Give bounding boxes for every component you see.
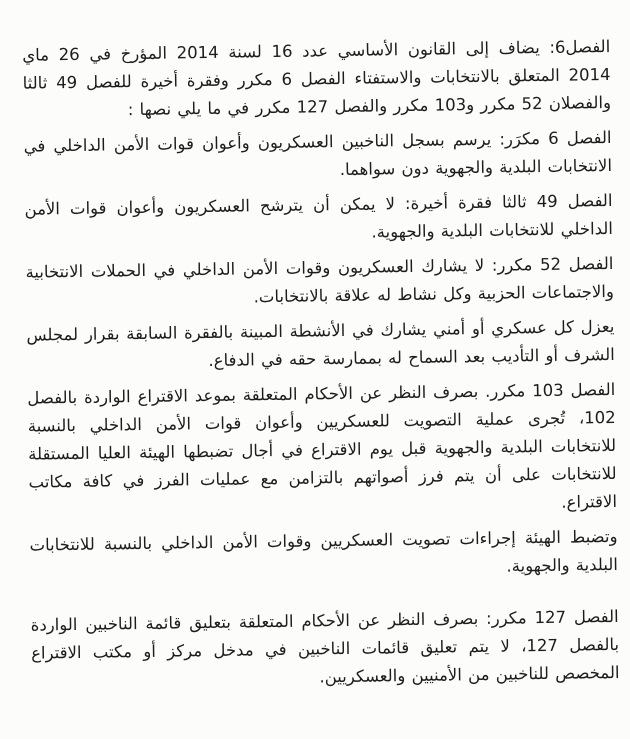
- paragraph-article-103-bis-procedures: وتضبط الهيئة إجراءات تصويت العسكريين وقوات الأمن الداخلي بالنسبة للانتخابات البلدية والجهوية.: [29, 526, 619, 576]
- paragraph-article-52-bis: الفصل 52 مكرر: لا يشارك العسكريون وقوات الأمن الداخلي في الحملات الانتخابية والاجتماعات الحزبية وكل نشاط له علاقة بالانتخابات.: [25, 253, 614, 307]
- paragraph-article-6-bis: الفصل 6 مكرَر: يرسم بسجل الناخبين العسكريون وأعوان قوات الأمن الداخلي في الانتخابات البلدية والجهوية دون سواهما.: [23, 127, 613, 180]
- paragraph-article-103-bis: الفصل 103 مكرر. بصرف النظر عن الأحكام المتعلقة بموعد الاقتراع الواردة بالفصل 102، تُجرى عملية التصويت للعسكريين وأعوان قوات الأمن الداخلي بالنسبة للانتخابات البلدية والجهوية قبل يوم الاقتراع في أجال تضبطها الهيئة العليا المستقلة للانتخابات على أن يتم فرز أصواتهم بالتزامن مع عمليات الفرز في كافة مكاتب الاقتراع.: [27, 379, 618, 512]
- legal-text-block: [22, 33, 620, 703]
- paragraph-article-49-third-last-paragraph: الفصل 49 ثالثا فقرة أخيرة: لا يمكن أن يترشح العسكريون وأعوان قوات الأمن الداخلي للانتخابات البلدية والجهوية.: [24, 190, 614, 242]
- paragraph-article-127-bis: الفصل 127 مكرر: بصرف النظر عن الأحكام المتعلقة بتعليق قائمة الناخبين الواردة بالفصل 127، لا يتم تعليق قائمات الناخبين في مدخل مركز أو مكتب الاقتراع المخصص للناخبين من الأمنيين والعسكريين.: [30, 606, 620, 687]
- paragraph-article-52-bis-sanction: يعزل كل عسكري أو أمني يشارك في الأنشطة المبينة بالفقرة السابقة بقرار لمجلس الشرف أو التأديب بعد السماح له بممارسة حقه في الدفاع.: [26, 316, 615, 370]
- paragraph-article-6-amendment-intro: الفصل6: يضاف إلى القانون الأساسي عدد 16 لسنة 2014 المؤرخ في 26 ماي 2014 المتعلق بالانتخابات والاستفتاء الفصل 6 مكرر وفقرة أخيرة للفصل 49 ثالثا والفصلان 52 مكرر و103 مكرر والفصل 127 مكرر في ما يلي نصها :: [22, 36, 612, 120]
